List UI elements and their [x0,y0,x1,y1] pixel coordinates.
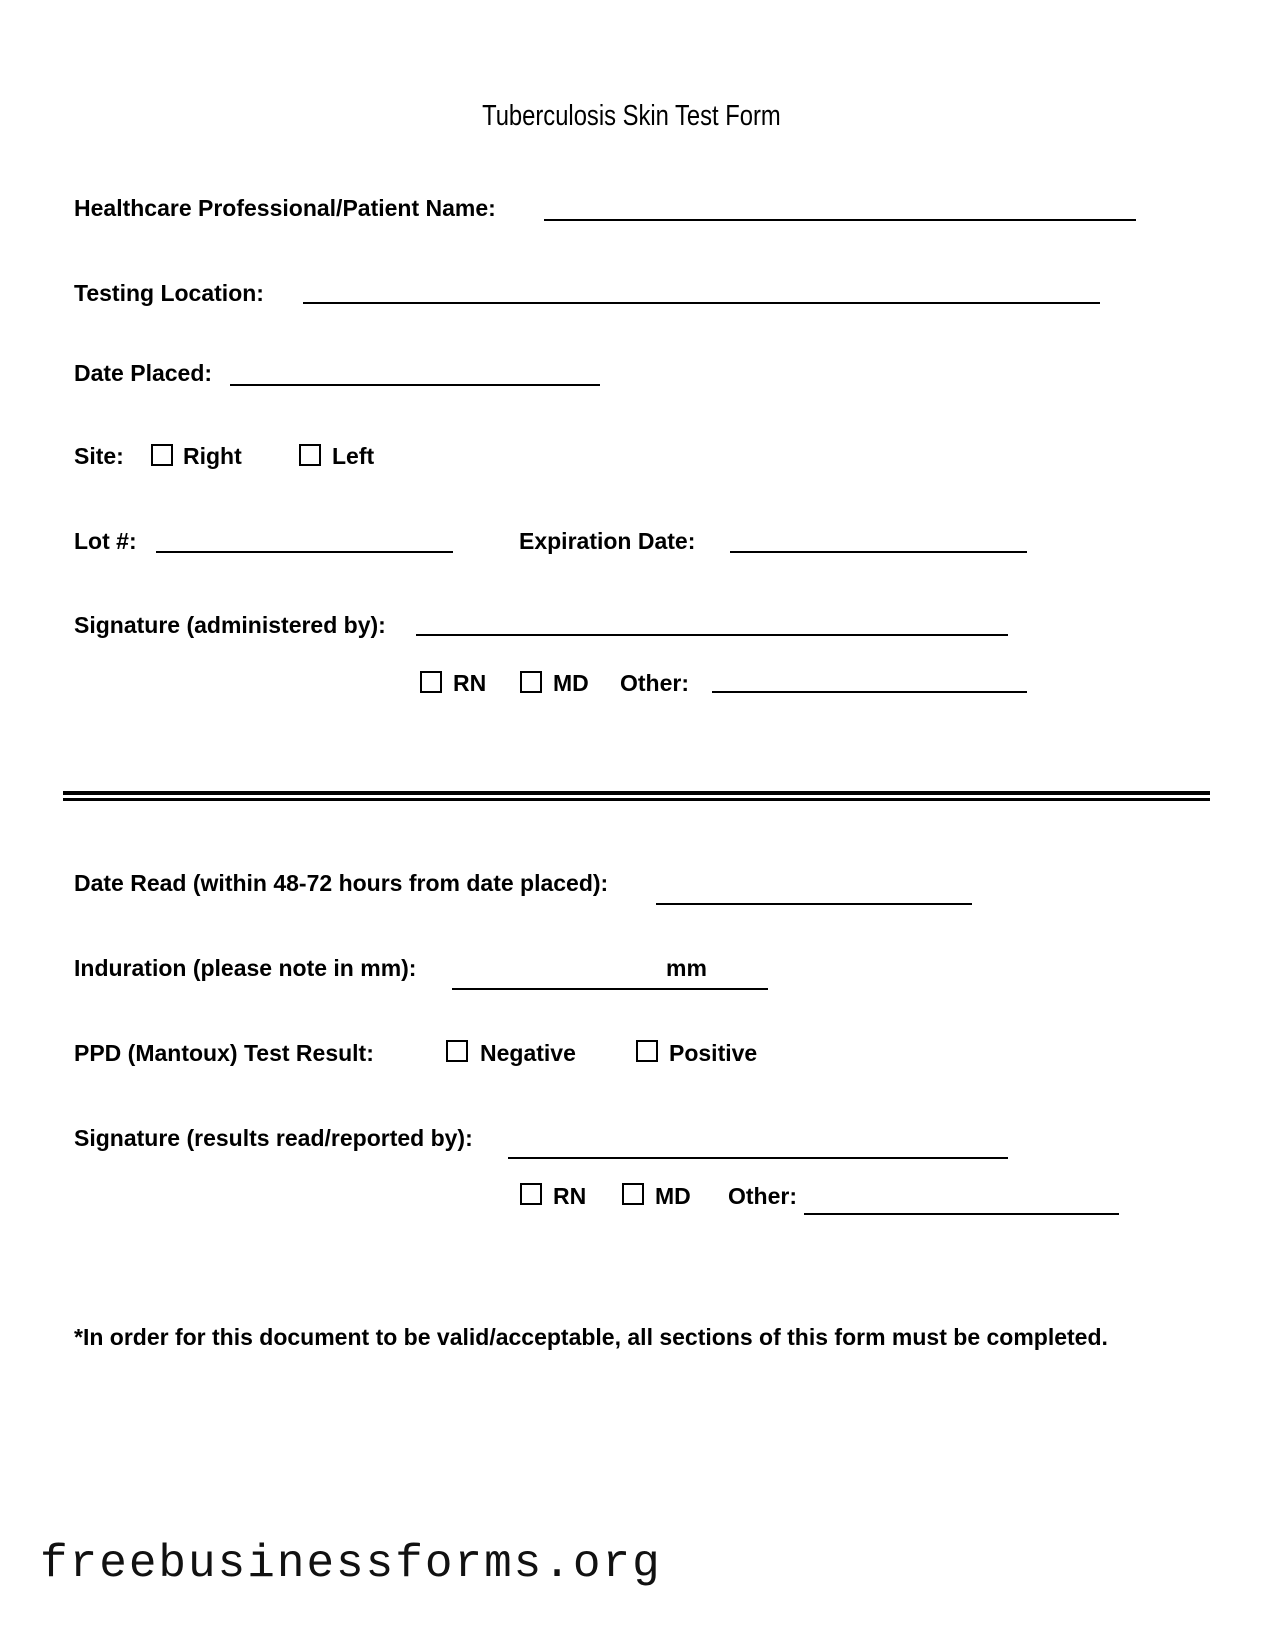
admin-rn-label: RN [453,670,487,696]
ppd-positive-label: Positive [669,1040,758,1066]
admin-other-label: Other: [620,670,689,696]
date-placed-field[interactable] [230,384,600,386]
date-read-label: Date Read (within 48-72 hours from date placed): [74,870,609,896]
expiration-label: Expiration Date: [519,528,696,554]
ppd-negative-checkbox[interactable] [446,1040,468,1062]
page-title: Tuberculosis Skin Test Form [482,100,781,132]
induration-label: Induration (please note in mm): [74,955,417,981]
read-rn-label: RN [553,1183,587,1209]
site-right-label: Right [183,443,242,469]
date-read-field[interactable] [656,903,972,905]
admin-md-label: MD [553,670,589,696]
site-watermark: freebusinessforms.org [40,1538,662,1590]
read-md-checkbox[interactable] [622,1183,644,1205]
validity-note: *In order for this document to be valid/acceptable, all sections of this form must be completed. [74,1324,1108,1350]
section-divider-lower [63,798,1210,801]
name-field[interactable] [544,219,1136,221]
induration-field[interactable] [452,988,768,990]
read-other-label: Other: [728,1183,797,1209]
name-label: Healthcare Professional/Patient Name: [74,195,496,221]
read-md-label: MD [655,1183,691,1209]
lot-label: Lot #: [74,528,137,554]
sig-admin-field[interactable] [416,634,1008,636]
site-left-checkbox[interactable] [299,444,321,466]
lot-field[interactable] [156,551,453,553]
induration-unit: mm [666,955,707,981]
site-left-label: Left [332,443,375,469]
location-field[interactable] [303,302,1100,304]
admin-md-checkbox[interactable] [520,671,542,693]
sig-admin-label: Signature (administered by): [74,612,386,638]
sig-read-field[interactable] [508,1157,1008,1159]
sig-read-label: Signature (results read/reported by): [74,1125,473,1151]
date-placed-label: Date Placed: [74,360,213,386]
section-divider [63,791,1210,795]
ppd-label: PPD (Mantoux) Test Result: [74,1040,374,1066]
site-label: Site: [74,443,124,469]
read-rn-checkbox[interactable] [520,1183,542,1205]
ppd-negative-label: Negative [480,1040,576,1066]
location-label: Testing Location: [74,280,264,306]
admin-other-field[interactable] [712,691,1027,693]
read-other-field[interactable] [804,1213,1119,1215]
site-right-checkbox[interactable] [151,444,173,466]
ppd-positive-checkbox[interactable] [636,1040,658,1062]
expiration-field[interactable] [730,551,1027,553]
admin-rn-checkbox[interactable] [420,671,442,693]
